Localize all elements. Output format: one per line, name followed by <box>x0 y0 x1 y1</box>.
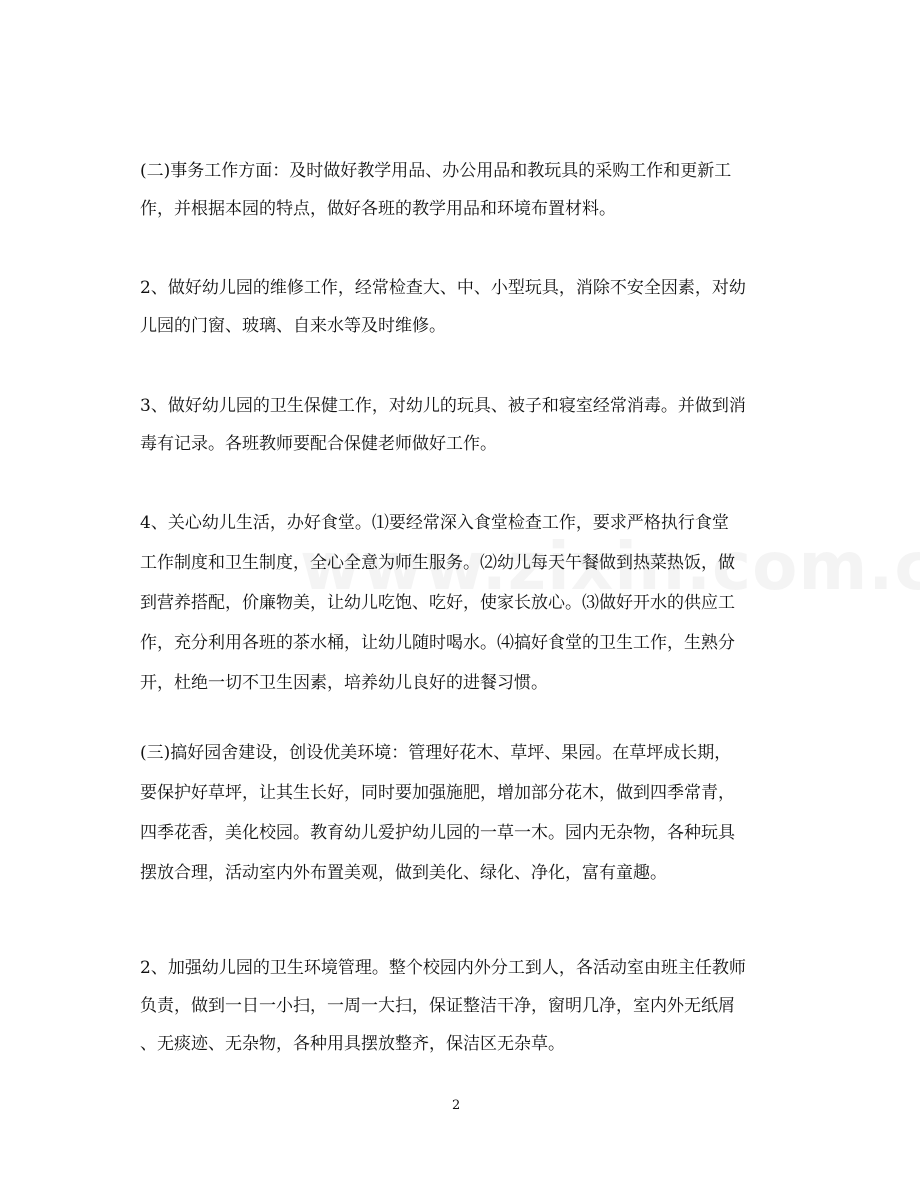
text-line: 作，充分利用各班的茶水桶，让幼儿随时喝水。⑷搞好食堂的卫生工作，生熟分 <box>140 633 735 653</box>
text-line: 2、做好幼儿园的维修工作，经常检查大、中、小型玩具，消除不安全因素，对幼 <box>140 278 746 298</box>
text-line: 毒有记录。各班教师要配合保健老师做好工作。 <box>140 434 497 454</box>
text-line: 四季花香，美化校园。教育幼儿爱护幼儿园的一草一木。园内无杂物，各种玩具 <box>140 823 735 843</box>
text-line: 到营养搭配，价廉物美，让幼儿吃饱、吃好，使家长放心。⑶做好开水的供应工 <box>140 593 735 613</box>
text-line: 儿园的门窗、玻璃、自来水等及时维修。 <box>140 316 446 336</box>
paragraph-campus-construction <box>140 733 785 893</box>
text-line: (三)搞好园舍建设，创设优美环境：管理好花木、草坪、果园。在草坪成长期， <box>140 743 732 763</box>
paragraph-health-care <box>140 387 785 463</box>
text-line: 2、加强幼儿园的卫生环境管理。整个校园内外分工到人，各活动室由班主任教师 <box>140 958 746 978</box>
text-line: 作，并根据本园的特点，做好各班的教学用品和环境布置材料。 <box>140 199 616 219</box>
paragraph-canteen <box>140 503 785 703</box>
paragraph-maintenance <box>140 269 785 345</box>
text-line: 要保护好草坪，让其生长好，同时要加强施肥，增加部分花木，做到四季常青， <box>140 783 735 803</box>
text-line: 负责，做到一日一小扫，一周一大扫，保证整洁干净，窗明几净，室内外无纸屑 <box>140 996 735 1016</box>
text-line: 工作制度和卫生制度，全心全意为师生服务。⑵幼儿每天午餐做到热菜热饭，做 <box>140 553 735 573</box>
text-line: 开，杜绝一切不卫生因素，培养幼儿良好的进餐习惯。 <box>140 673 548 693</box>
text-line: 摆放合理，活动室内外布置美观，做到美化、绿化、净化，富有童趣。 <box>140 863 667 883</box>
text-line: 、无痰迹、无杂物，各种用具摆放整齐，保洁区无杂草。 <box>140 1034 565 1054</box>
paragraph-affairs-work <box>140 152 785 228</box>
page-number: 2 <box>452 1098 461 1113</box>
text-line: (二)事务工作方面：及时做好教学用品、办公用品和教玩具的采购工作和更新工 <box>140 161 732 181</box>
paragraph-hygiene-management <box>140 949 785 1063</box>
text-line: 4、关心幼儿生活，办好食堂。⑴要经常深入食堂检查工作，要求严格执行食堂 <box>140 513 729 533</box>
text-line: 3、做好幼儿园的卫生保健工作，对幼儿的玩具、被子和寝室经常消毒。并做到消 <box>140 396 746 416</box>
